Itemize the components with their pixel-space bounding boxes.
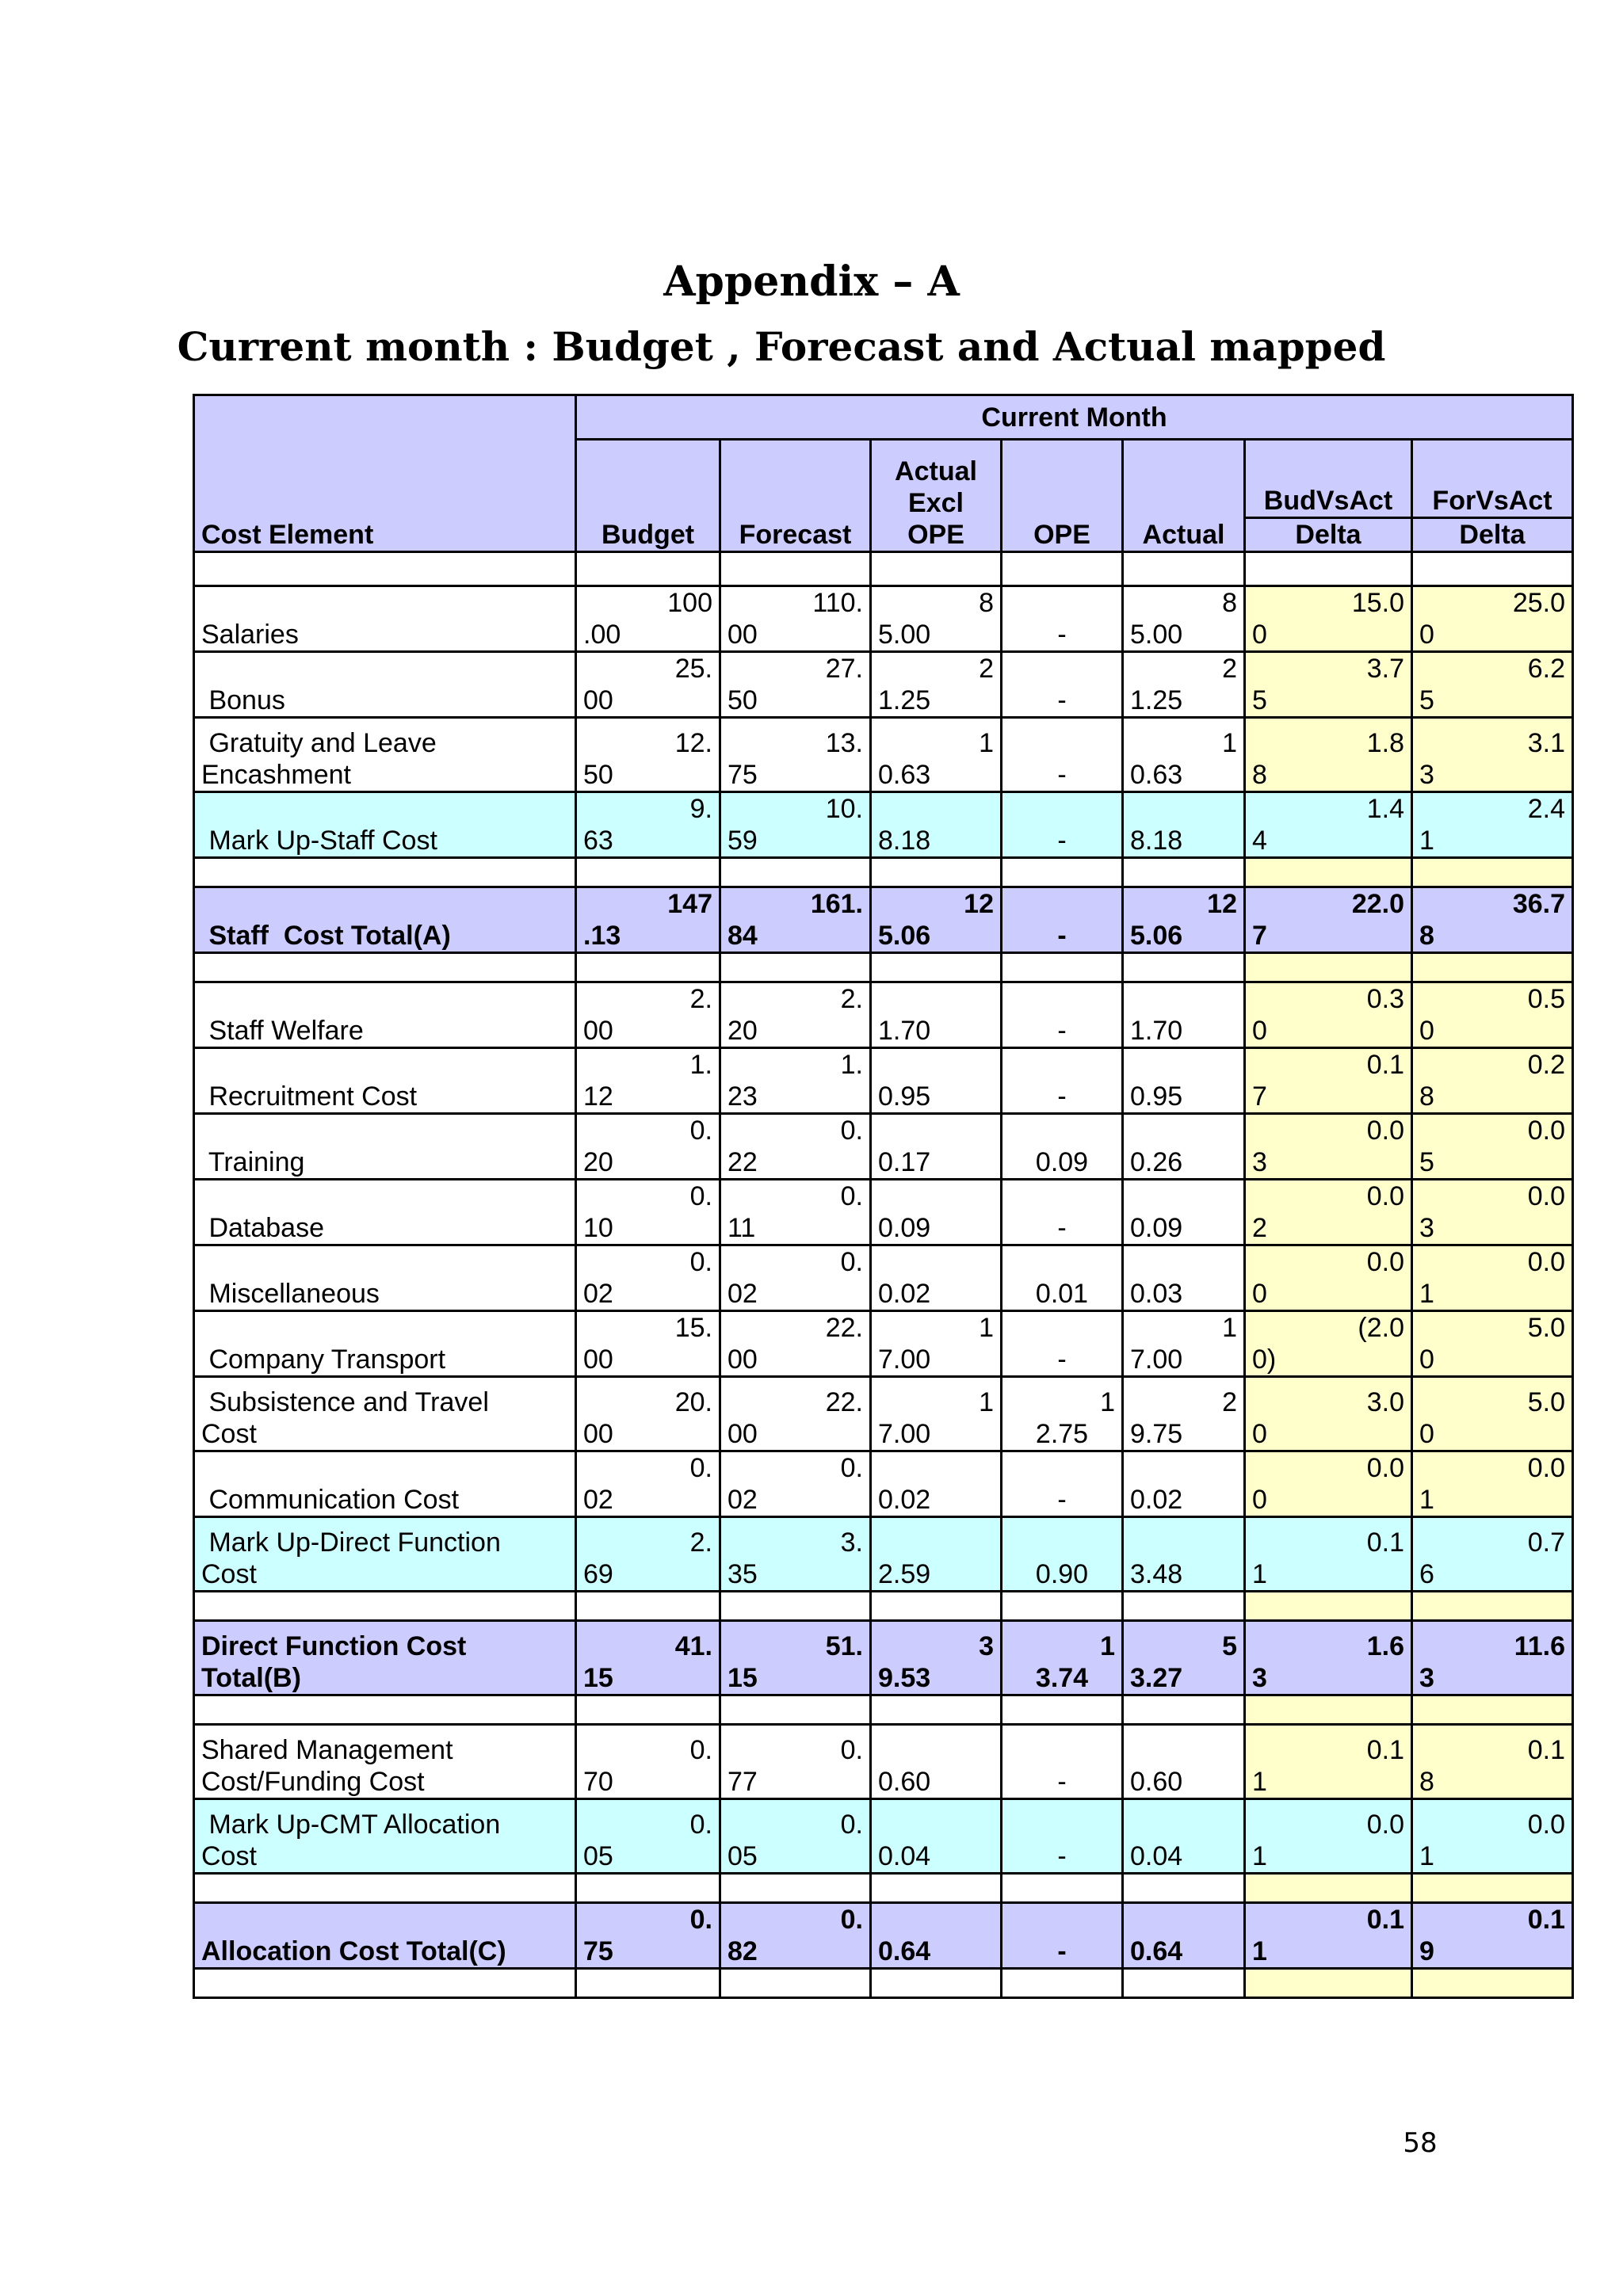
table-row bbox=[194, 982, 1573, 1048]
table-row bbox=[194, 1451, 1573, 1517]
budget-value: 100 .00 bbox=[576, 586, 720, 652]
cost-element-name: Staff Cost Total(A) bbox=[194, 887, 576, 953]
budvsact-delta-value: 0.3 0 bbox=[1245, 982, 1412, 1048]
actual-excl-ope-value: 0.95 bbox=[871, 1048, 1002, 1114]
ope-value: 1 2.75 bbox=[1002, 1377, 1123, 1451]
forvsact-delta-value: 5.0 0 bbox=[1412, 1377, 1573, 1451]
budvsact-delta-value: 0.1 1 bbox=[1245, 1517, 1412, 1592]
budget-value: 15. 00 bbox=[576, 1311, 720, 1377]
header-group-row bbox=[194, 395, 1573, 440]
forvsact-delta-value: 0.0 5 bbox=[1412, 1114, 1573, 1180]
forecast-value: 110. 00 bbox=[720, 586, 871, 652]
budvsact-delta-value: 0.0 0 bbox=[1245, 1451, 1412, 1517]
actual-excl-ope-value: 1 7.00 bbox=[871, 1311, 1002, 1377]
budget-value: 12. 50 bbox=[576, 718, 720, 792]
header-actual-excl-ope: Actual Excl OPE bbox=[871, 440, 1002, 552]
forvsact-delta-value: 0.2 8 bbox=[1412, 1048, 1573, 1114]
markup-row bbox=[194, 1517, 1573, 1592]
ope-value: - bbox=[1002, 586, 1123, 652]
cost-element-name: Mark Up-CMT Allocation Cost bbox=[194, 1799, 576, 1874]
total-row bbox=[194, 1621, 1573, 1695]
page-number: 58 bbox=[1403, 2127, 1438, 2159]
forecast-value: 0. 02 bbox=[720, 1245, 871, 1311]
budget-value: 2. 69 bbox=[576, 1517, 720, 1592]
forvsact-delta-value: 0.1 8 bbox=[1412, 1725, 1573, 1799]
budvsact-delta-value: 0.1 1 bbox=[1245, 1903, 1412, 1969]
forvsact-delta-value: 3.1 3 bbox=[1412, 718, 1573, 792]
budvsact-delta-value: 1.4 4 bbox=[1245, 792, 1412, 858]
actual-value: 0.26 bbox=[1123, 1114, 1245, 1180]
cost-element-name: Gratuity and Leave Encashment bbox=[194, 718, 576, 792]
actual-value: 1 7.00 bbox=[1123, 1311, 1245, 1377]
header-forecast: Forecast bbox=[720, 440, 871, 552]
table-row bbox=[194, 1048, 1573, 1114]
cost-element-name: Mark Up-Staff Cost bbox=[194, 792, 576, 858]
total-row bbox=[194, 887, 1573, 953]
actual-value: 8.18 bbox=[1123, 792, 1245, 858]
forvsact-delta-value: 2.4 1 bbox=[1412, 792, 1573, 858]
ope-value: - bbox=[1002, 1180, 1123, 1245]
cost-element-name: Shared Management Cost/Funding Cost bbox=[194, 1725, 576, 1799]
ope-value: 0.01 bbox=[1002, 1245, 1123, 1311]
table-row bbox=[194, 1311, 1573, 1377]
ope-value: - bbox=[1002, 652, 1123, 718]
budget-value: 147 .13 bbox=[576, 887, 720, 953]
forecast-value: 0. 22 bbox=[720, 1114, 871, 1180]
header-forvsact-delta: ForVsAct Delta bbox=[1412, 440, 1573, 552]
ope-value: - bbox=[1002, 887, 1123, 953]
budget-value: 0. 02 bbox=[576, 1451, 720, 1517]
budget-value: 25. 00 bbox=[576, 652, 720, 718]
forecast-value: 51. 15 bbox=[720, 1621, 871, 1695]
table-row bbox=[194, 1245, 1573, 1311]
budvsact-delta-value: 15.0 0 bbox=[1245, 586, 1412, 652]
ope-value: 0.90 bbox=[1002, 1517, 1123, 1592]
forecast-value: 2. 20 bbox=[720, 982, 871, 1048]
forecast-value: 3. 35 bbox=[720, 1517, 871, 1592]
table-row bbox=[194, 586, 1573, 652]
forecast-value: 10. 59 bbox=[720, 792, 871, 858]
total-row bbox=[194, 1903, 1573, 1969]
actual-value: 12 5.06 bbox=[1123, 887, 1245, 953]
actual-excl-ope-value: 1.70 bbox=[871, 982, 1002, 1048]
ope-value: - bbox=[1002, 982, 1123, 1048]
actual-excl-ope-value: 0.64 bbox=[871, 1903, 1002, 1969]
spacer-row bbox=[194, 858, 1573, 887]
ope-value: - bbox=[1002, 792, 1123, 858]
budvsact-delta-value: 0.0 1 bbox=[1245, 1799, 1412, 1874]
forecast-value: 0. 11 bbox=[720, 1180, 871, 1245]
forecast-value: 13. 75 bbox=[720, 718, 871, 792]
actual-excl-ope-value: 1 7.00 bbox=[871, 1377, 1002, 1451]
table-row bbox=[194, 718, 1573, 792]
budget-value: 0. 02 bbox=[576, 1245, 720, 1311]
header-budvsact-delta: BudVsAct Delta bbox=[1245, 440, 1412, 552]
actual-value: 0.60 bbox=[1123, 1725, 1245, 1799]
budget-value: 0. 70 bbox=[576, 1725, 720, 1799]
actual-value: 0.95 bbox=[1123, 1048, 1245, 1114]
forvsact-delta-value: 0.5 0 bbox=[1412, 982, 1573, 1048]
forvsact-delta-value: 0.0 3 bbox=[1412, 1180, 1573, 1245]
cost-element-name: Subsistence and Travel Cost bbox=[194, 1377, 576, 1451]
header-current-month: Current Month bbox=[576, 395, 1573, 440]
actual-excl-ope-value: 12 5.06 bbox=[871, 887, 1002, 953]
spacer-row bbox=[194, 552, 1573, 586]
budget-value: 0. 05 bbox=[576, 1799, 720, 1874]
spacer-row bbox=[194, 1592, 1573, 1621]
forvsact-delta-value: 0.7 6 bbox=[1412, 1517, 1573, 1592]
actual-excl-ope-value: 0.02 bbox=[871, 1451, 1002, 1517]
actual-value: 0.09 bbox=[1123, 1180, 1245, 1245]
actual-excl-ope-value: 8 5.00 bbox=[871, 586, 1002, 652]
forecast-value: 1. 23 bbox=[720, 1048, 871, 1114]
forvsact-delta-value: 11.6 3 bbox=[1412, 1621, 1573, 1695]
budvsact-delta-value: 3.0 0 bbox=[1245, 1377, 1412, 1451]
cost-element-name: Company Transport bbox=[194, 1311, 576, 1377]
budvsact-delta-value: 22.0 7 bbox=[1245, 887, 1412, 953]
forecast-value: 0. 02 bbox=[720, 1451, 871, 1517]
budvsact-delta-value: (2.0 0) bbox=[1245, 1311, 1412, 1377]
budget-value: 2. 00 bbox=[576, 982, 720, 1048]
cost-table bbox=[193, 394, 1574, 1999]
ope-value: - bbox=[1002, 1725, 1123, 1799]
actual-value: 3.48 bbox=[1123, 1517, 1245, 1592]
forecast-value: 0. 05 bbox=[720, 1799, 871, 1874]
forecast-value: 27. 50 bbox=[720, 652, 871, 718]
budvsact-delta-value: 0.1 1 bbox=[1245, 1725, 1412, 1799]
cost-element-name: Training bbox=[194, 1114, 576, 1180]
ope-value: - bbox=[1002, 718, 1123, 792]
forvsact-delta-value: 0.0 1 bbox=[1412, 1451, 1573, 1517]
actual-value: 2 1.25 bbox=[1123, 652, 1245, 718]
forvsact-delta-value: 5.0 0 bbox=[1412, 1311, 1573, 1377]
forvsact-delta-value: 6.2 5 bbox=[1412, 652, 1573, 718]
cost-element-name: Bonus bbox=[194, 652, 576, 718]
actual-excl-ope-value: 0.09 bbox=[871, 1180, 1002, 1245]
actual-excl-ope-value: 0.04 bbox=[871, 1799, 1002, 1874]
forecast-value: 22. 00 bbox=[720, 1377, 871, 1451]
forvsact-delta-value: 0.0 1 bbox=[1412, 1799, 1573, 1874]
budvsact-delta-value: 0.0 0 bbox=[1245, 1245, 1412, 1311]
actual-value: 1 0.63 bbox=[1123, 718, 1245, 792]
header-cost-element: Cost Element bbox=[194, 395, 576, 552]
actual-value: 8 5.00 bbox=[1123, 586, 1245, 652]
actual-excl-ope-value: 0.02 bbox=[871, 1245, 1002, 1311]
actual-value: 0.03 bbox=[1123, 1245, 1245, 1311]
budvsact-delta-value: 0.1 7 bbox=[1245, 1048, 1412, 1114]
spacer-row bbox=[194, 1874, 1573, 1903]
cost-element-name: Database bbox=[194, 1180, 576, 1245]
budget-value: 41. 15 bbox=[576, 1621, 720, 1695]
report-subtitle: Current month : Budget , Forecast and Actual mapped bbox=[177, 323, 1386, 370]
spacer-row bbox=[194, 1969, 1573, 1998]
budvsact-delta-value: 0.0 2 bbox=[1245, 1180, 1412, 1245]
spacer-row bbox=[194, 1695, 1573, 1725]
spacer-row bbox=[194, 953, 1573, 982]
cost-element-name: Staff Welfare bbox=[194, 982, 576, 1048]
cost-element-name: Direct Function Cost Total(B) bbox=[194, 1621, 576, 1695]
cost-element-name: Allocation Cost Total(C) bbox=[194, 1903, 576, 1969]
actual-excl-ope-value: 0.17 bbox=[871, 1114, 1002, 1180]
actual-excl-ope-value: 3 9.53 bbox=[871, 1621, 1002, 1695]
forvsact-delta-value: 0.0 1 bbox=[1412, 1245, 1573, 1311]
appendix-title: Appendix – A bbox=[663, 257, 960, 306]
cost-element-name: Mark Up-Direct Function Cost bbox=[194, 1517, 576, 1592]
cost-element-name: Recruitment Cost bbox=[194, 1048, 576, 1114]
actual-value: 2 9.75 bbox=[1123, 1377, 1245, 1451]
budget-value: 20. 00 bbox=[576, 1377, 720, 1451]
actual-excl-ope-value: 2 1.25 bbox=[871, 652, 1002, 718]
actual-value: 0.64 bbox=[1123, 1903, 1245, 1969]
forvsact-delta-value: 25.0 0 bbox=[1412, 586, 1573, 652]
budget-value: 1. 12 bbox=[576, 1048, 720, 1114]
forecast-value: 0. 77 bbox=[720, 1725, 871, 1799]
ope-value: - bbox=[1002, 1451, 1123, 1517]
ope-value: - bbox=[1002, 1903, 1123, 1969]
actual-value: 0.02 bbox=[1123, 1451, 1245, 1517]
cost-element-name: Salaries bbox=[194, 586, 576, 652]
ope-value: 1 3.74 bbox=[1002, 1621, 1123, 1695]
table-row bbox=[194, 1180, 1573, 1245]
forvsact-delta-value: 36.7 8 bbox=[1412, 887, 1573, 953]
forvsact-delta-value: 0.1 9 bbox=[1412, 1903, 1573, 1969]
forecast-value: 0. 82 bbox=[720, 1903, 871, 1969]
forecast-value: 161. 84 bbox=[720, 887, 871, 953]
table-row bbox=[194, 1725, 1573, 1799]
budget-value: 0. 20 bbox=[576, 1114, 720, 1180]
actual-excl-ope-value: 2.59 bbox=[871, 1517, 1002, 1592]
actual-value: 5 3.27 bbox=[1123, 1621, 1245, 1695]
actual-value: 1.70 bbox=[1123, 982, 1245, 1048]
actual-excl-ope-value: 0.60 bbox=[871, 1725, 1002, 1799]
ope-value: - bbox=[1002, 1048, 1123, 1114]
header-ope: OPE bbox=[1002, 440, 1123, 552]
markup-row bbox=[194, 792, 1573, 858]
ope-value: 0.09 bbox=[1002, 1114, 1123, 1180]
table-row bbox=[194, 652, 1573, 718]
markup-row bbox=[194, 1799, 1573, 1874]
budvsact-delta-value: 0.0 3 bbox=[1245, 1114, 1412, 1180]
budvsact-delta-value: 3.7 5 bbox=[1245, 652, 1412, 718]
forecast-value: 22. 00 bbox=[720, 1311, 871, 1377]
budvsact-delta-value: 1.8 8 bbox=[1245, 718, 1412, 792]
table-row bbox=[194, 1377, 1573, 1451]
budget-value: 9. 63 bbox=[576, 792, 720, 858]
ope-value: - bbox=[1002, 1799, 1123, 1874]
header-budget: Budget bbox=[576, 440, 720, 552]
cost-element-name: Miscellaneous bbox=[194, 1245, 576, 1311]
actual-excl-ope-value: 8.18 bbox=[871, 792, 1002, 858]
table-row bbox=[194, 1114, 1573, 1180]
budvsact-delta-value: 1.6 3 bbox=[1245, 1621, 1412, 1695]
budget-value: 0. 10 bbox=[576, 1180, 720, 1245]
ope-value: - bbox=[1002, 1311, 1123, 1377]
header-actual: Actual bbox=[1123, 440, 1245, 552]
budget-value: 0. 75 bbox=[576, 1903, 720, 1969]
actual-excl-ope-value: 1 0.63 bbox=[871, 718, 1002, 792]
cost-element-name: Communication Cost bbox=[194, 1451, 576, 1517]
actual-value: 0.04 bbox=[1123, 1799, 1245, 1874]
